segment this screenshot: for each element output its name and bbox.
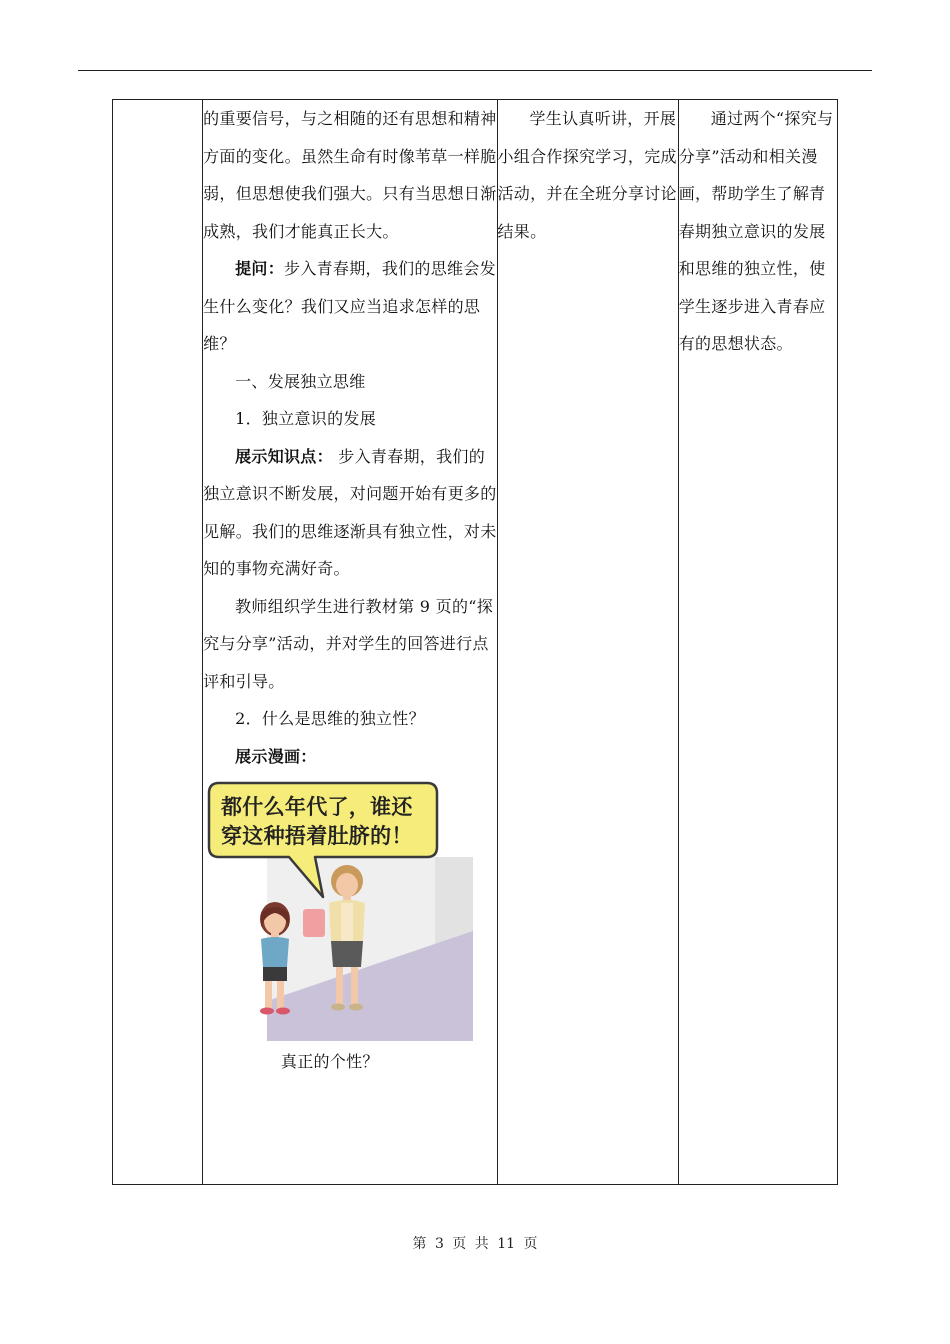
teacher-paragraph: 的重要信号，与之相随的还有思想和精神方面的变化。虽然生命有时像苇草一样脆弱，但思想使我们强大。只有当思想日渐成熟，我们才能真正长大。 xyxy=(203,109,497,241)
comic-label: 展示漫画： xyxy=(235,746,317,766)
question-paragraph xyxy=(203,250,496,363)
design-intent-cell xyxy=(678,100,837,1185)
held-top xyxy=(303,909,325,937)
comic-drawing xyxy=(205,781,475,1043)
speech-line-1: 都什么年代了，谁还 xyxy=(221,795,413,819)
knowledge-label: 展示知识点： xyxy=(235,446,333,466)
activity-paragraph: 教师组织学生进行教材第 9 页的“探究与分享”活动，并对学生的回答进行点评和引导。 xyxy=(203,596,494,691)
comic-illustration xyxy=(205,781,475,1043)
table-cell-empty xyxy=(113,100,203,1185)
knowledge-paragraph xyxy=(203,438,496,588)
design-intent-text: 通过两个“探究与分享”活动和相关漫画，帮助学生了解青春期独立意识的发展和思维的独立性，使学生逐步进入青春应有的思想状态。 xyxy=(678,109,834,353)
subheading-independent-thinking: 2．什么是思维的独立性？ xyxy=(235,709,425,728)
student-activity-text: 学生认真听讲，开展小组合作探究学习，完成活动，并在全班分享讨论结果。 xyxy=(497,109,677,241)
comic-caption: 真正的个性？ xyxy=(280,1052,379,1071)
page-footer: 第 3 页 共 11 页 xyxy=(412,1236,538,1252)
section-heading: 一、发展独立思维 xyxy=(235,371,366,391)
question-text: 步入青春期，我们的思维会发生什么变化？我们又应当追求怎样的思维？ xyxy=(203,259,496,353)
speech-line-2: 穿这种捂着肚脐的！ xyxy=(221,824,413,848)
subheading-independent-awareness: 1．独立意识的发展 xyxy=(235,409,376,428)
knowledge-text: 步入青春期，我们的独立意识不断发展，对问题开始有更多的见解。我们的思维逐渐具有独立性，对未知的事物充满好奇。 xyxy=(203,446,497,578)
teacher-activity-cell xyxy=(203,100,497,1185)
lesson-table xyxy=(112,99,838,1185)
comic-label-line xyxy=(203,738,496,776)
question-label: 提问： xyxy=(235,259,285,278)
student-activity-cell xyxy=(497,100,678,1185)
header-rule xyxy=(78,70,872,71)
